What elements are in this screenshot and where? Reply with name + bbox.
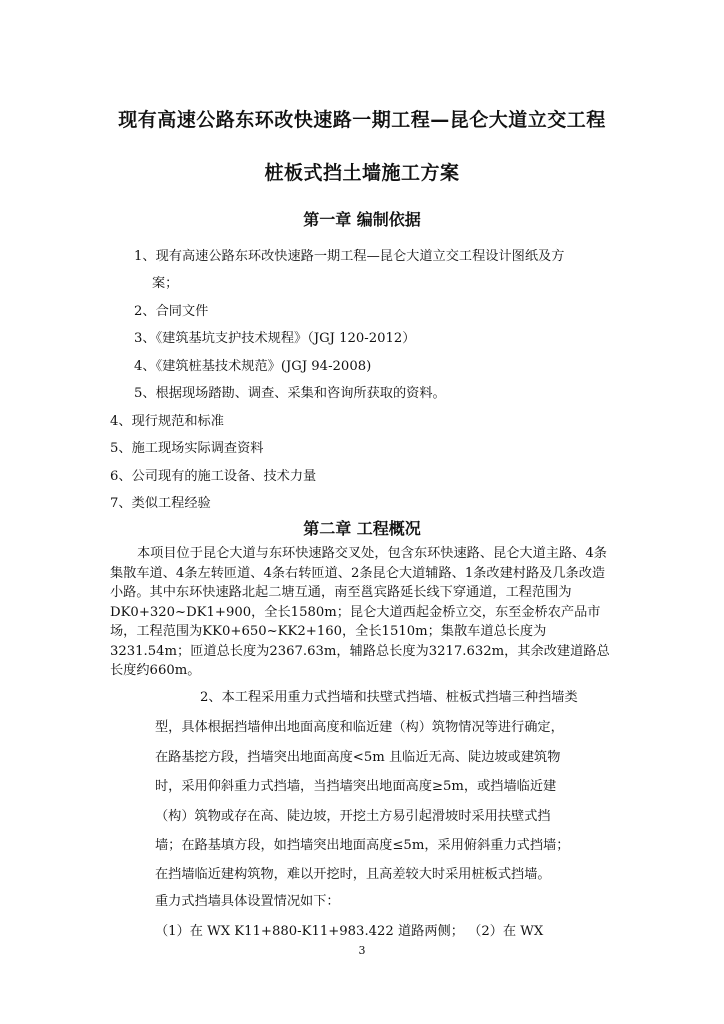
page-number: 3 bbox=[358, 944, 366, 957]
wall-type-line-7: 在挡墙临近建构筑物，难以开挖时，且高差较大时采用桩板式挡墙。 bbox=[155, 867, 551, 882]
wall-type-line-4: 时，采用仰斜重力式挡墙，当挡墙突出地面高度≥5m，或挡墙临近建 bbox=[155, 779, 557, 794]
wall-type-line-2: 型，具体根据挡墙伸出地面高度和临近建（构）筑物情况等进行确定， bbox=[155, 720, 564, 735]
document-subtitle: 桩板式挡土墙施工方案 bbox=[264, 162, 460, 184]
basis-item-1-cont: 案； bbox=[152, 276, 179, 291]
gravity-wall-intro: 重力式挡墙具体设置情况如下： bbox=[155, 894, 340, 909]
chapter-2-heading: 第二章 工程概况 bbox=[303, 519, 421, 538]
basis-item-3: 3、《建筑基坑支护技术规程》（JGJ 120-2012） bbox=[134, 331, 416, 346]
wall-type-line-6: 墙；在路基填方段，如挡墙突出地面高度≤5m，采用俯斜重力式挡墙； bbox=[155, 838, 570, 853]
wall-type-line-3: 在路基挖方段，挡墙突出地面高度<5m 且临近无高、陡边坡或建筑物 bbox=[155, 750, 561, 765]
chapter-1-heading: 第一章 编制依据 bbox=[303, 210, 421, 229]
wall-type-line-5: （构）筑物或存在高、陡边坡，开挖土方易引起滑坡时采用扶壁式挡 bbox=[155, 809, 551, 824]
basis-item-6: 4、现行规范和标准 bbox=[110, 414, 224, 429]
basis-item-4: 4、《建筑桩基技术规范》(JGJ 94-2008) bbox=[134, 359, 372, 374]
basis-item-5: 5、根据现场踏勘、调查、采集和咨询所获取的资料。 bbox=[134, 386, 446, 401]
document-title: 现有高速公路东环改快速路一期工程—昆仑大道立交工程 bbox=[118, 109, 606, 131]
basis-item-7: 5、施工现场实际调查资料 bbox=[110, 441, 264, 456]
basis-item-9: 7、类似工程经验 bbox=[110, 496, 211, 511]
basis-item-2: 2、合同文件 bbox=[134, 304, 209, 319]
basis-item-8: 6、公司现有的施工设备、技术力量 bbox=[110, 469, 317, 484]
basis-item-1: 1、现有高速公路东环改快速路一期工程—昆仑大道立交工程设计图纸及方 bbox=[134, 249, 565, 264]
project-overview-paragraph: 本项目位于昆仑大道与东环快速路交叉处，包含东环快速路、昆仑大道主路、4条集散车道、4条左转匝道、4条右转匝道、2条昆仑大道辅路、1条改建村路及几条改造小路。其中东环快速路北起二塘互通，南至邕宾路延长线下穿通道，工程范围为DK0+320~DK1+900，全长1580m；昆仑大道西起金桥立交，东至金桥农产品市场，工程范围为KK0+650~KK2+160，全长1510m；集散车道总长度为3231.54m；匝道总长度为2367.63m，辅路总长度为3217.632m，其余改建道路总长度约660m。 bbox=[110, 546, 610, 678]
gravity-wall-location-line: （1）在 WX K11+880-K11+983.422 道路两侧； （2）在 WX bbox=[155, 924, 544, 939]
wall-type-line-1: 2、本工程采用重力式挡墙和扶壁式挡墙、桩板式挡墙三种挡墙类 bbox=[200, 690, 578, 705]
